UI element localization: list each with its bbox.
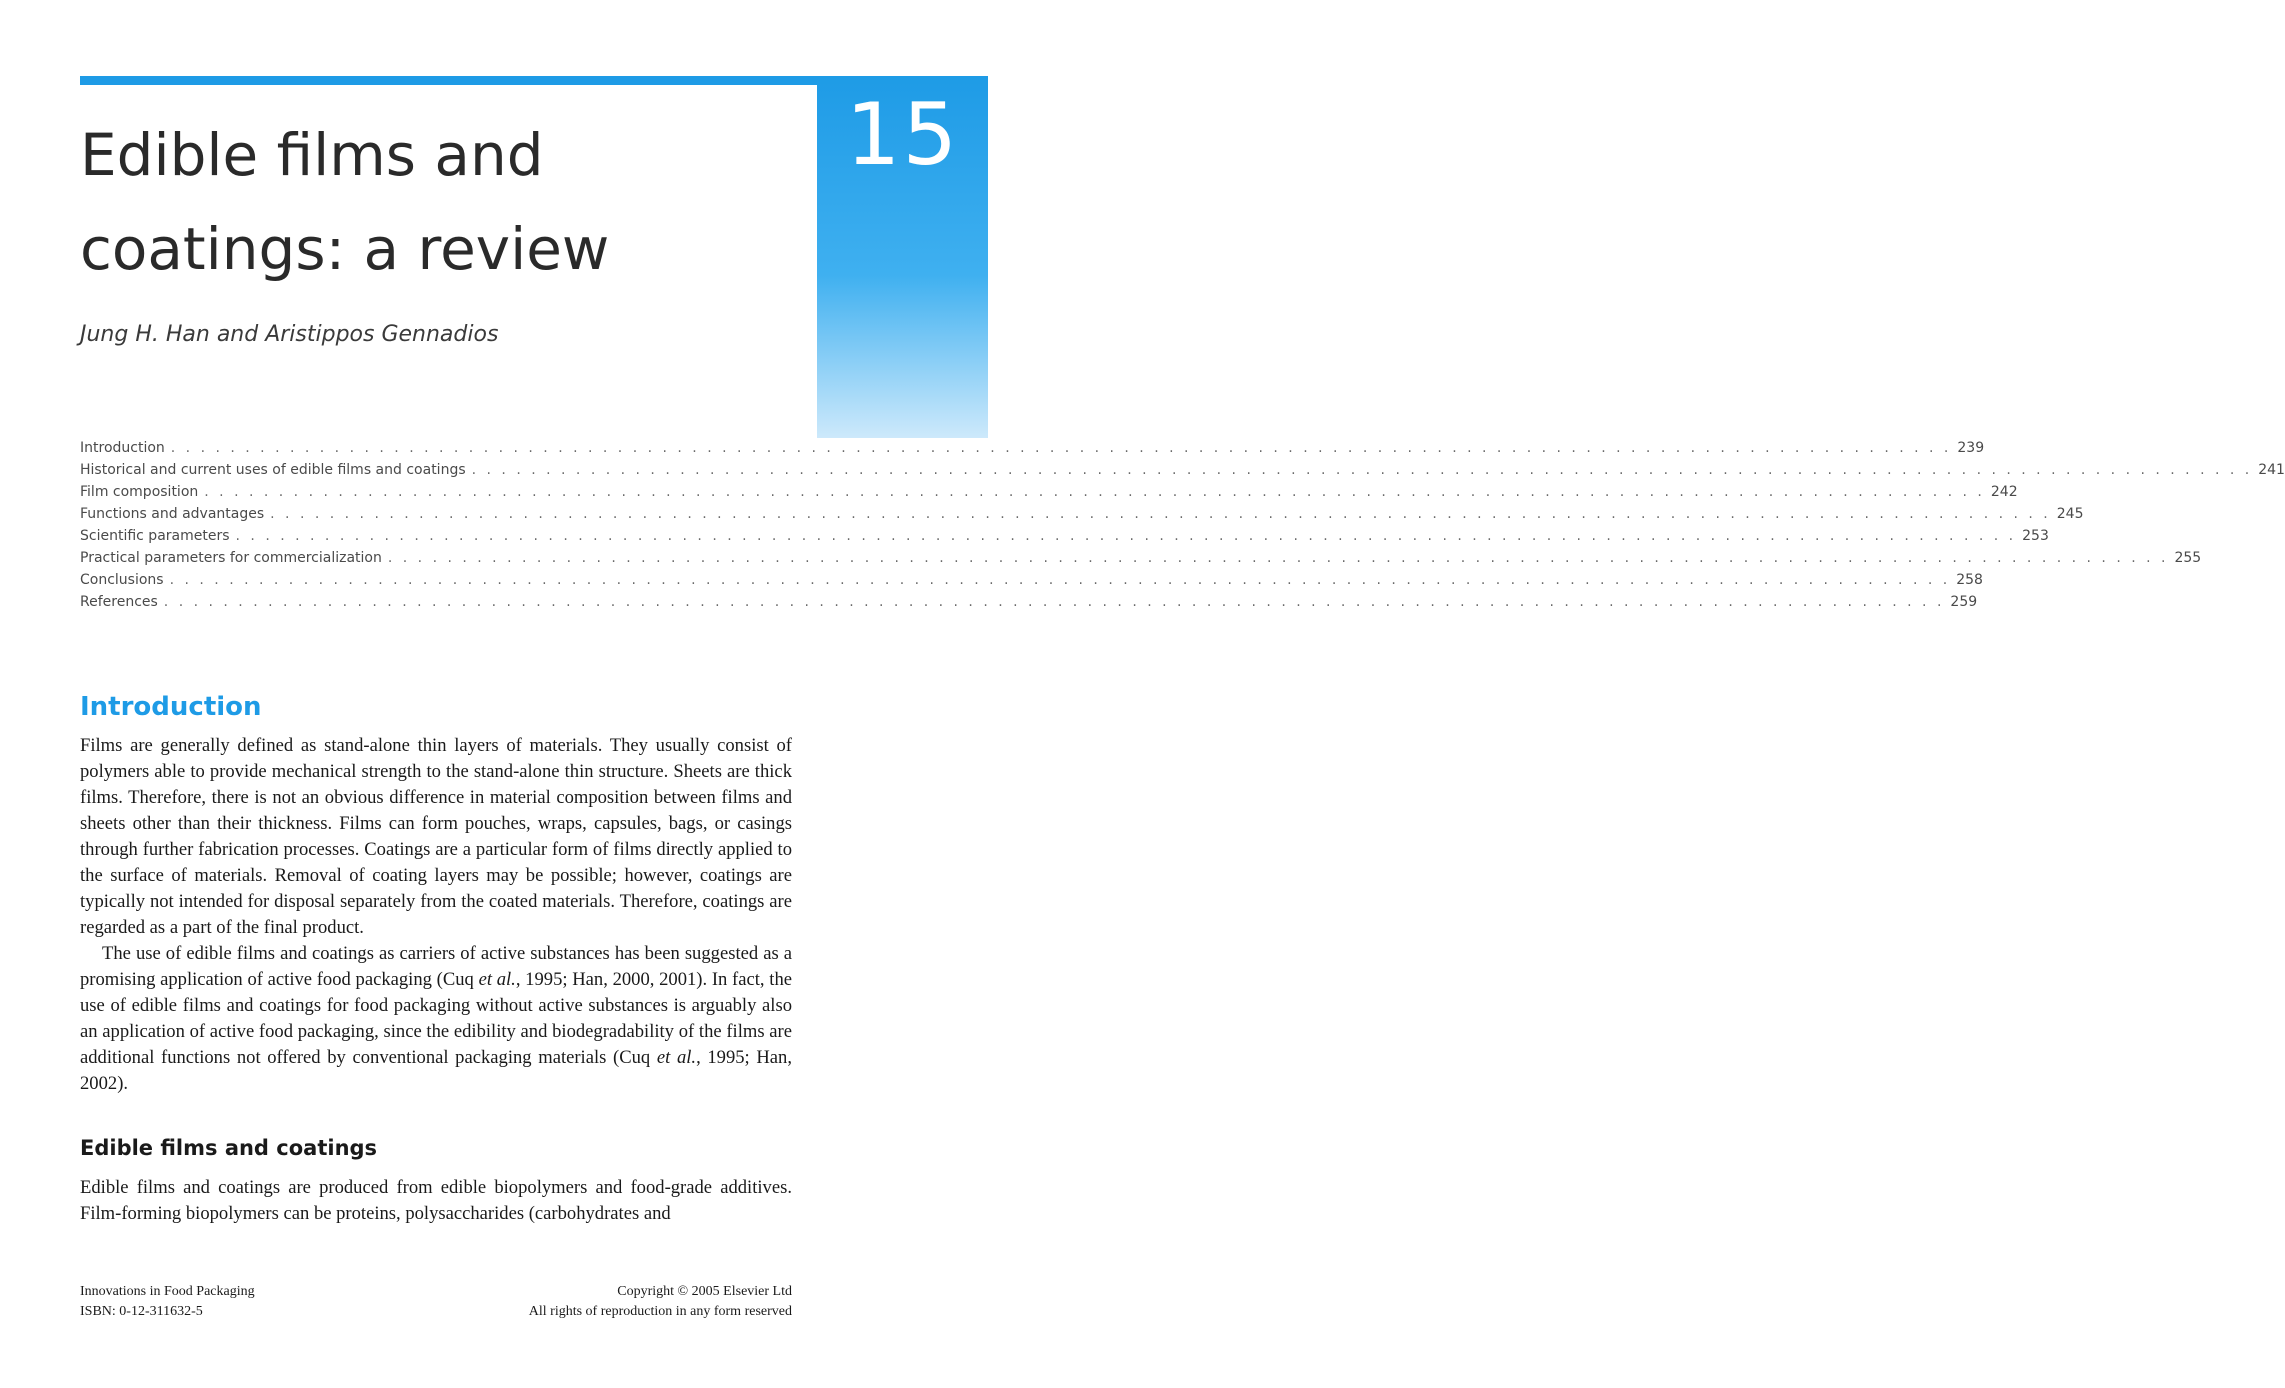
toc-entry[interactable] (80, 440, 1985, 462)
chapter-title-line-1: Edible films and (80, 121, 544, 189)
toc-entry[interactable] (80, 594, 1978, 616)
chapter-title-line-2: coatings: a review (80, 215, 610, 283)
paragraph-2-part-1: The use of edible films and coatings as carriers of active substances has been suggested as a promising application of active food packaging (Cuq (80, 943, 792, 990)
toc-dot-leader: . . . . . . . . . . . . . . . . . . . . . . . . . . . . . . . . . . . . . . . . . . . . . . . . . . . . . . . . . . . . . . . . . . . . . . . . . . . . . . . . . . . . . . . . . . . . . . . . . . . . . . . . . . . . . . . . . . . . . . . . (204, 484, 1985, 500)
toc-entry-page: 239 (1957, 440, 1985, 456)
toc-entry-title: Conclusions (80, 572, 164, 588)
toc-entry-page: 259 (1950, 594, 1978, 610)
table-of-contents (80, 440, 2285, 616)
introduction-paragraph-1: Films are generally defined as stand-alone thin layers of materials. They usually consist of polymers able to provide mechanical strength to the stand-alone thin structure. Sheets are thick films. Therefore, there is not an obvious difference in material composition between films and sheets other than their thickness. Films can form pouches, wraps, capsules, bags, or casings through further fabrication processes. Coatings are a particular form of films directly applied to the surface of materials. Removal of coating layers may be possible; however, coatings are typically not intended for disposal separately from the coated materials. Therefore, coatings are regarded as a part of the final product. (80, 735, 792, 938)
citation-et-al: et al. (656, 1047, 697, 1068)
toc-entry[interactable] (80, 572, 1983, 594)
toc-entry-page: 245 (2056, 506, 2084, 522)
paragraph-2-part-3: , 1995; Han, 2002). (80, 1047, 792, 1094)
paragraph-2-part-2: , 1995; Han, 2000, 2001). In fact, the use of edible films and coatings for food packaging without active substances is arguably also an application of active food packaging, since the edibility and biodegradability of the films are additional functions not offered by conventional packaging materials (Cuq (80, 969, 792, 1068)
toc-entry[interactable] (80, 550, 2202, 572)
footer-copyright: Copyright © 2005 Elsevier Ltd (617, 1284, 792, 1299)
toc-entry-page: 241 (2258, 462, 2285, 478)
toc-entry-page: 253 (2022, 528, 2049, 544)
footer-book-info (80, 1282, 255, 1322)
toc-entry-title: Historical and current uses of edible films and coatings (80, 462, 466, 478)
footer-book-title: Innovations in Food Packaging (80, 1284, 255, 1299)
introduction-heading: Introduction (80, 692, 262, 722)
toc-dot-leader: . . . . . . . . . . . . . . . . . . . . . . . . . . . . . . . . . . . . . . . . . . . . . . . . . . . . . . . . . . . . . . . . . . . . . . . . . . . . . . . . . . . . . . . . . . . . . . . . . . . . . . . . . . . . . . . . . . . . . . . . (471, 462, 2253, 478)
toc-entry[interactable] (80, 462, 2285, 484)
toc-entry-title: References (80, 594, 158, 610)
toc-entry-title: Scientific parameters (80, 528, 230, 544)
edible-films-heading: Edible films and coatings (80, 1136, 378, 1160)
footer-copyright-info (529, 1282, 792, 1322)
toc-entry[interactable] (80, 484, 2018, 506)
toc-entry-title: Functions and advantages (80, 506, 265, 522)
chapter-authors: Jung H. Han and Aristippos Gennadios (80, 322, 499, 347)
toc-entry-page: 242 (1990, 484, 2018, 500)
toc-dot-leader: . . . . . . . . . . . . . . . . . . . . . . . . . . . . . . . . . . . . . . . . . . . . . . . . . . . . . . . . . . . . . . . . . . . . . . . . . . . . . . . . . . . . . . . . . . . . . . . . . . . . . . . . . . . . . . . . . . . . . . . . (169, 572, 1951, 588)
toc-entry-title: Film composition (80, 484, 199, 500)
toc-dot-leader: . . . . . . . . . . . . . . . . . . . . . . . . . . . . . . . . . . . . . . . . . . . . . . . . . . . . . . . . . . . . . . . . . . . . . . . . . . . . . . . . . . . . . . . . . . . . . . . . . . . . . . . . . . . . . . . . . . . . . . . . (387, 550, 2169, 566)
toc-dot-leader: . . . . . . . . . . . . . . . . . . . . . . . . . . . . . . . . . . . . . . . . . . . . . . . . . . . . . . . . . . . . . . . . . . . . . . . . . . . . . . . . . . . . . . . . . . . . . . . . . . . . . . . . . . . . . . . . . . . . . . . . (170, 440, 1952, 456)
citation-et-al: et al. (478, 969, 516, 990)
chapter-number: 15 (845, 85, 960, 185)
toc-entry-page: 258 (1956, 572, 1983, 588)
toc-dot-leader: . . . . . . . . . . . . . . . . . . . . . . . . . . . . . . . . . . . . . . . . . . . . . . . . . . . . . . . . . . . . . . . . . . . . . . . . . . . . . . . . . . . . . . . . . . . . . . . . . . . . . . . . . . . . . . . . . . . . . . . . (235, 528, 2017, 544)
toc-entry-title: Practical parameters for commercialization (80, 550, 382, 566)
edible-films-paragraph-1: Edible films and coatings are produced from edible biopolymers and food-grade additives. Film-forming biopolymers can be proteins, polysaccharides (carbohydrates and (80, 1177, 792, 1224)
toc-entry[interactable] (80, 528, 2049, 550)
toc-entry-title: Introduction (80, 440, 165, 456)
toc-entry-page: 255 (2174, 550, 2202, 566)
toc-dot-leader: . . . . . . . . . . . . . . . . . . . . . . . . . . . . . . . . . . . . . . . . . . . . . . . . . . . . . . . . . . . . . . . . . . . . . . . . . . . . . . . . . . . . . . . . . . . . . . . . . . . . . . . . . . . . . . . . . . . . . . . . (270, 506, 2051, 522)
introduction-paragraph-2 (80, 941, 792, 1097)
footer-isbn: ISBN: 0-12-311632-5 (80, 1304, 203, 1319)
chapter-number-block (817, 76, 988, 438)
toc-entry[interactable] (80, 506, 2084, 528)
chapter-title (80, 108, 800, 296)
toc-dot-leader: . . . . . . . . . . . . . . . . . . . . . . . . . . . . . . . . . . . . . . . . . . . . . . . . . . . . . . . . . . . . . . . . . . . . . . . . . . . . . . . . . . . . . . . . . . . . . . . . . . . . . . . . . . . . . . . . . . . . . . . . (163, 594, 1945, 610)
footer-rights: All rights of reproduction in any form reserved (528, 1304, 792, 1319)
